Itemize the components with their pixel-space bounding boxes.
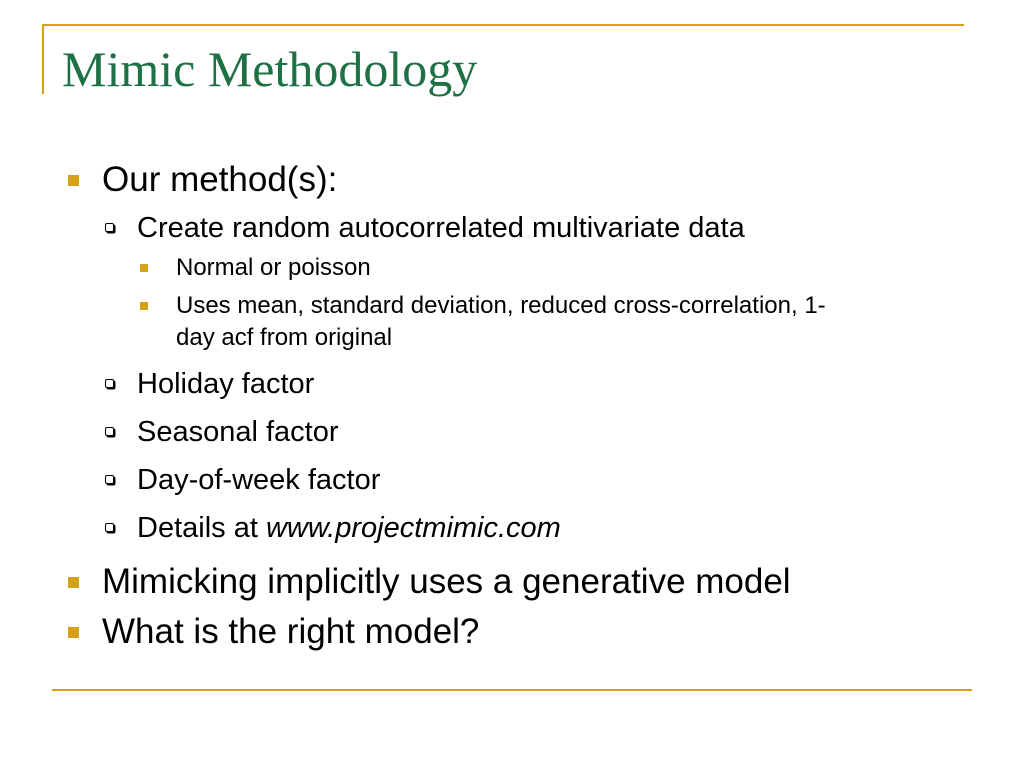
sub-bullet-text: Seasonal factor: [137, 416, 339, 448]
sub-sub-bullet-item: [62, 290, 962, 354]
hollow-square-icon: [105, 379, 114, 388]
filled-square-icon: [140, 264, 148, 272]
filled-square-icon: [68, 577, 79, 588]
top-rule: [42, 24, 964, 26]
bullet-item: [62, 158, 962, 202]
slide-body: [62, 158, 962, 658]
sub-bullet-text: Create random autocorrelated multivariate data: [137, 212, 745, 244]
project-link[interactable]: www.projectmimic.com: [265, 512, 561, 544]
sub-bullet-item: [62, 366, 962, 402]
bullet-text: What is the right model?: [102, 612, 480, 651]
filled-square-icon: [68, 627, 79, 638]
filled-square-icon: [140, 302, 148, 310]
bullet-item: [62, 610, 962, 654]
sub-bullet-text: Details at: [137, 512, 266, 544]
left-rule: [42, 24, 44, 94]
sub-sub-bullet-item: [62, 252, 962, 284]
hollow-square-icon: [105, 523, 114, 532]
sub-bullet-text: Day-of-week factor: [137, 464, 381, 496]
slide-title: Mimic Methodology: [62, 41, 478, 97]
sub-bullet-item: [62, 510, 962, 546]
hollow-square-icon: [105, 427, 114, 436]
sub-bullet-item: [62, 414, 962, 450]
hollow-square-icon: [105, 475, 114, 484]
sub-sub-bullet-text: Normal or poisson: [176, 254, 371, 281]
sub-bullet-item: [62, 462, 962, 498]
filled-square-icon: [68, 175, 79, 186]
bullet-text: Mimicking implicitly uses a generative model: [102, 562, 791, 601]
sub-bullet-text: Holiday factor: [137, 368, 315, 400]
bullet-text: Our method(s):: [102, 160, 338, 199]
bottom-rule: [52, 689, 972, 691]
hollow-square-icon: [105, 223, 114, 232]
sub-bullet-item: [62, 210, 962, 246]
bullet-item: [62, 560, 962, 604]
sub-sub-bullet-text: Uses mean, standard deviation, reduced cross-correlation, 1-day acf from original: [176, 292, 826, 351]
